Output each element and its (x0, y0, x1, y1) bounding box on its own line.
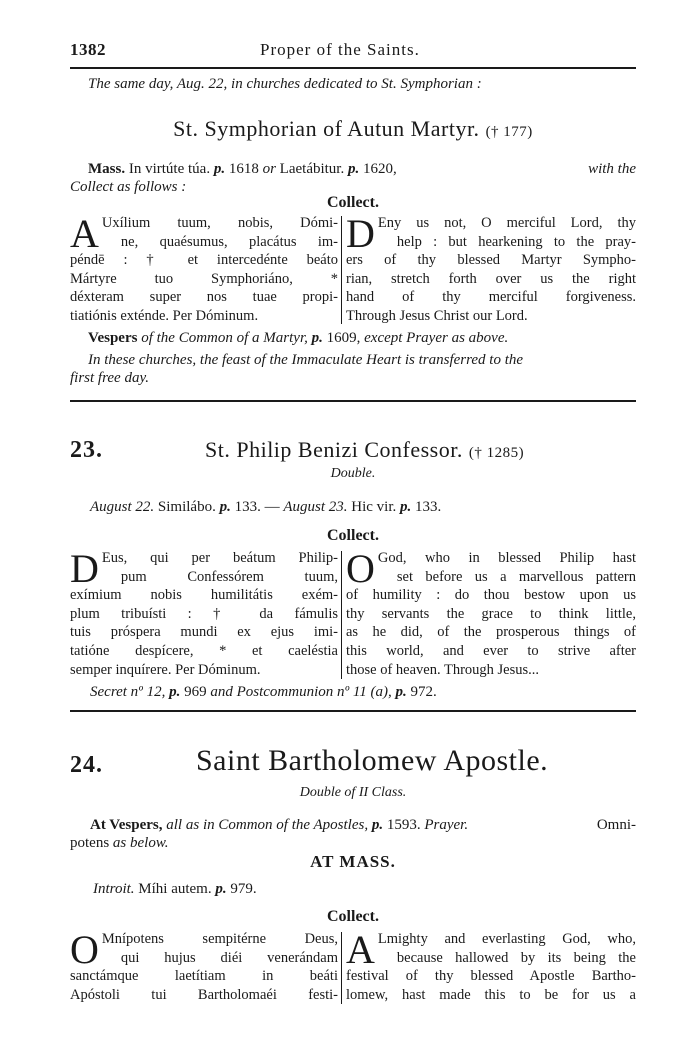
bartholomew-vespers-2 (70, 834, 168, 852)
bartholomew-vespers (90, 816, 636, 834)
collect-line: ne, quaésumus, placátus im- (120, 233, 338, 250)
ref-p: p. (219, 499, 231, 515)
ref-incipit: Hic vir. (351, 499, 397, 515)
column-divider (341, 551, 342, 679)
collect-line: thy servants the grace to think little, (346, 605, 636, 622)
collect-line: tiatiónis exténde. Per Dóminum. (70, 307, 259, 324)
collect-line: Apóstoli tui Bartholomaéi festi- (70, 986, 338, 1003)
benizi-secret-note (90, 683, 437, 701)
mass-or: or (262, 161, 276, 177)
secret-number: nº 12, (130, 684, 166, 700)
collect-line: sanctámque laetítiam in beáti (70, 968, 338, 985)
collect-line: help : but hearkening to the pray- (396, 233, 636, 250)
immaculate-heart-note-2: first free day. (70, 370, 150, 386)
section-rule (70, 400, 636, 402)
bartholomew-collect-title: Collect. (327, 908, 379, 925)
symphorian-intro: The same day, Aug. 22, in churches dedicated to St. Symphorian : (88, 76, 482, 92)
collect-line: plum tribuísti : † da fámulis (70, 605, 338, 622)
collect-line: hand of thy merciful forgiveness. (346, 289, 636, 306)
prayer-incipit: Omni- (596, 817, 636, 833)
collect-line: ers of thy blessed Martyr Sympho- (346, 252, 636, 269)
collect-line: Lmighty and everlasting God, who, (377, 931, 636, 947)
secret-n: 969 (184, 684, 207, 700)
collect-line: festival of thy blessed Apostle Bartho- (346, 968, 636, 985)
collect-line: semper inquírere. Per Dóminum. (70, 661, 261, 678)
mass-with: with the (588, 161, 636, 177)
postcommunion-p: p. (395, 684, 407, 700)
ref-n: 133. — (234, 499, 280, 515)
collect-line: Uxílium tuum, nobis, Dómi- (101, 215, 338, 231)
benizi-heading (205, 437, 524, 463)
section-rule (70, 710, 636, 712)
column-divider (341, 932, 342, 1004)
collect-line: Mnípotens sempitérne Deus, (101, 931, 338, 947)
drop-cap: O (346, 546, 375, 591)
ref-incipit: Similábo. (157, 499, 216, 515)
collect-line: because hallowed by its being the (396, 949, 636, 966)
symphorian-mass-line2: Collect as follows : (70, 179, 187, 195)
secret-label: Secret (90, 684, 127, 700)
collect-line: those of heaven. Through Jesus... (346, 661, 540, 678)
running-header (70, 40, 636, 66)
collect-line: set before us a marvellous pattern (396, 568, 636, 585)
mass-n1: 1618 (228, 161, 259, 177)
bartholomew-introit (93, 880, 257, 898)
symphorian-heading (70, 116, 636, 142)
collect-line: exímium nobis humilitátis exém- (70, 587, 338, 604)
drop-cap: A (346, 927, 375, 972)
ref-n: 133. (415, 499, 442, 515)
collect-line: pum Confessórem tuum, (120, 568, 338, 585)
symphorian-english-collect (346, 211, 636, 326)
vespers-label: At Vespers, (90, 817, 163, 833)
mass-p2: p. (347, 161, 360, 177)
symphorian-date: († 177) (485, 124, 533, 140)
prayer-label: Prayer. (424, 817, 469, 833)
collect-line: rian, stretch forth over us the right (346, 270, 636, 287)
collect-line: Mártyre tuo Symphoriáno, * (70, 270, 338, 287)
introit-incipit: Míhi autem. (138, 881, 212, 897)
feast-number: 24. (70, 752, 103, 778)
ref-p: p. (400, 499, 412, 515)
symphorian-mass-line (88, 160, 636, 178)
collect-line: of humility : do thou bestow upon us (346, 587, 636, 604)
mass-alt-incipit: Laetábitur. (279, 161, 345, 177)
benizi-latin-collect (70, 546, 338, 679)
collect-line: Eny us not, O merciful Lord, thy (377, 215, 636, 231)
collect-line: God, who in blessed Philip hast (377, 550, 636, 566)
benizi-collect-title: Collect. (327, 527, 379, 544)
header-rule (70, 67, 636, 69)
postcommunion-n: 972. (410, 684, 437, 700)
collect-line: déxteram super nos tuae propi- (70, 289, 338, 306)
drop-cap: O (70, 927, 99, 972)
collect-line: Eus, qui per beátum Philip- (101, 550, 338, 566)
postcommunion-label: and Postcommunion (210, 684, 334, 700)
drop-cap: D (70, 546, 99, 591)
collect-line: Through Jesus Christ our Lord. (346, 307, 528, 324)
mass-incipit: In virtúte túa. (128, 161, 211, 177)
feast-number: 23. (70, 437, 103, 463)
column-divider (341, 216, 342, 324)
bartholomew-rank: Double of II Class. (299, 785, 407, 800)
symphorian-latin-collect (70, 211, 338, 326)
collect-line: tuis próspera mundi ex ejus imi- (70, 624, 338, 641)
drop-cap: D (346, 211, 375, 256)
benizi-date: († 1285) (468, 445, 525, 461)
collect-line: this world, and ever to strive after (346, 642, 636, 659)
secret-p: p. (169, 684, 181, 700)
ref-date: August 22. (90, 499, 155, 515)
at-mass-heading: AT MASS. (310, 852, 396, 871)
benizi-title: St. Philip Benizi Confessor. (205, 437, 463, 462)
vespers-label: Vespers (88, 330, 138, 346)
collect-line: qui hujus diéi venerándam (120, 949, 338, 966)
vespers-n: 1593. (386, 817, 421, 833)
mass-label: Mass. (88, 161, 126, 177)
symphorian-title: St. Symphorian of Autun Martyr. (173, 116, 480, 141)
postcommunion-number: nº 11 (a), (337, 684, 392, 700)
introit-p: p. (215, 881, 227, 897)
vespers-end: except Prayer as above. (364, 330, 509, 346)
bartholomew-title: Saint Bartholomew Apostle. (196, 744, 549, 777)
collect-line: lomew, hast made this to be for us a (346, 986, 636, 1003)
symphorian-collect-title: Collect. (327, 194, 379, 211)
collect-line: péndē : † et intercedénte beáto (70, 252, 338, 269)
bartholomew-english-collect (346, 927, 636, 1004)
introit-n: 979. (230, 881, 257, 897)
bartholomew-latin-collect (70, 927, 338, 1004)
collect-line: tatióne despícere, * et caeléstia (70, 642, 338, 659)
mass-p1: p. (213, 161, 226, 177)
drop-cap: A (70, 211, 99, 256)
page-number: 1382 (70, 40, 106, 59)
prayer-incipit-end: potens (70, 835, 110, 851)
running-title: Proper of the Saints. (260, 40, 420, 59)
mass-n2: 1620, (362, 161, 397, 177)
vespers-n: 1609, (326, 330, 361, 346)
immaculate-heart-note: In these churches, the feast of the Immaculate Heart is transferred to the (88, 352, 524, 368)
collect-line: as he did, of the prosperous things of (346, 624, 636, 641)
vespers-text: all as in Common of the Apostles, (166, 817, 369, 833)
symphorian-vespers (88, 329, 508, 347)
vespers-p: p. (371, 817, 384, 833)
benizi-rank: Double. (330, 466, 376, 481)
ref-date: August 23. (283, 499, 348, 515)
vespers-text: of the Common of a Martyr, (141, 330, 308, 346)
vespers-p: p. (311, 330, 323, 346)
introit-label: Introit. (93, 881, 135, 897)
as-below: as below. (112, 835, 169, 851)
benizi-english-collect (346, 546, 636, 679)
benizi-mass-refs (90, 498, 441, 516)
